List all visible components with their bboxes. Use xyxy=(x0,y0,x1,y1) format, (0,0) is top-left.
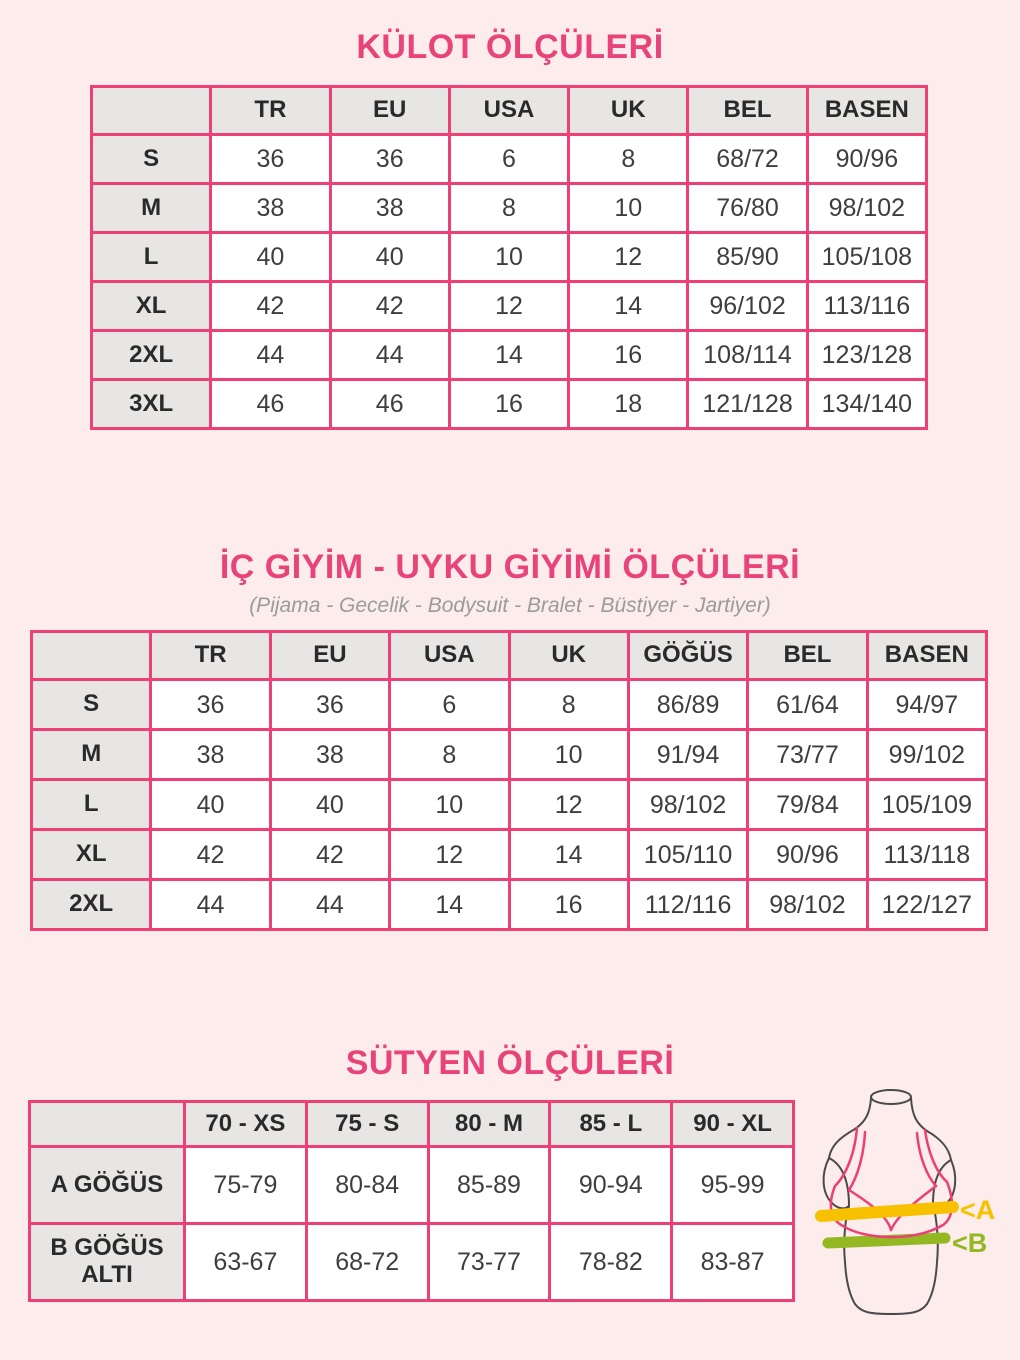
table-row xyxy=(92,233,927,282)
size-value-cell: 108/114 xyxy=(688,331,807,380)
row-label: M xyxy=(32,730,151,780)
row-label: S xyxy=(32,680,151,730)
size-value-cell: 38 xyxy=(211,184,330,233)
column-header: BASEN xyxy=(867,632,986,680)
size-value-cell: 14 xyxy=(569,282,688,331)
corner-cell xyxy=(32,632,151,680)
size-value-cell: 105/108 xyxy=(807,233,926,282)
column-header: 75 - S xyxy=(306,1102,428,1147)
size-value-cell: 44 xyxy=(270,880,389,930)
size-value-cell: 123/128 xyxy=(807,331,926,380)
size-value-cell: 98/102 xyxy=(748,880,867,930)
size-value-cell: 99/102 xyxy=(867,730,986,780)
header-row xyxy=(30,1102,794,1147)
size-value-cell: 122/127 xyxy=(867,880,986,930)
size-value-cell: 113/116 xyxy=(807,282,926,331)
column-header: 90 - XL xyxy=(672,1102,794,1147)
size-value-cell: 134/140 xyxy=(807,380,926,429)
sutyen-section-title: SÜTYEN ÖLÇÜLERİ xyxy=(345,1044,675,1082)
size-value-cell: 46 xyxy=(330,380,449,429)
size-value-cell: 10 xyxy=(509,730,628,780)
size-value-cell: 10 xyxy=(449,233,568,282)
size-value-cell: 36 xyxy=(270,680,389,730)
column-header: TR xyxy=(211,87,330,135)
column-header: USA xyxy=(390,632,509,680)
table-row xyxy=(92,282,927,331)
size-value-cell: 85-89 xyxy=(428,1147,550,1224)
mannequin-torso-outline xyxy=(824,1090,956,1314)
size-value-cell: 113/118 xyxy=(867,830,986,880)
table-row xyxy=(92,380,927,429)
size-value-cell: 16 xyxy=(569,331,688,380)
row-label: 3XL xyxy=(92,380,211,429)
column-header: UK xyxy=(509,632,628,680)
size-value-cell: 40 xyxy=(330,233,449,282)
row-label: 2XL xyxy=(92,331,211,380)
size-value-cell: 85/90 xyxy=(688,233,807,282)
column-header: EU xyxy=(330,87,449,135)
ic-giyim-section-subtitle: (Pijama - Gecelik - Bodysuit - Bralet - Büstiyer - Jartiyer) xyxy=(249,594,771,617)
size-value-cell: 38 xyxy=(330,184,449,233)
size-value-cell: 10 xyxy=(390,780,509,830)
size-value-cell: 98/102 xyxy=(807,184,926,233)
size-value-cell: 12 xyxy=(449,282,568,331)
table-row xyxy=(92,135,927,184)
column-header: EU xyxy=(270,632,389,680)
ic-giyim-size-table xyxy=(30,630,988,931)
size-value-cell: 6 xyxy=(449,135,568,184)
underbust-label-b: <B xyxy=(952,1228,988,1258)
size-value-cell: 98/102 xyxy=(628,780,747,830)
size-value-cell: 73-77 xyxy=(428,1224,550,1301)
size-value-cell: 38 xyxy=(270,730,389,780)
size-value-cell: 83-87 xyxy=(672,1224,794,1301)
kulot-size-table xyxy=(90,85,928,430)
header-row xyxy=(32,632,987,680)
size-value-cell: 44 xyxy=(330,331,449,380)
bra-measurement-diagram xyxy=(795,1082,1015,1322)
size-value-cell: 40 xyxy=(151,780,270,830)
table-row xyxy=(32,730,987,780)
row-label: S xyxy=(92,135,211,184)
size-value-cell: 42 xyxy=(270,830,389,880)
size-value-cell: 14 xyxy=(509,830,628,880)
row-label: XL xyxy=(32,830,151,880)
column-header: BASEN xyxy=(807,87,926,135)
size-value-cell: 61/64 xyxy=(748,680,867,730)
size-value-cell: 40 xyxy=(211,233,330,282)
row-label: XL xyxy=(92,282,211,331)
header-row xyxy=(92,87,927,135)
size-value-cell: 8 xyxy=(509,680,628,730)
size-value-cell: 68-72 xyxy=(306,1224,428,1301)
size-value-cell: 76/80 xyxy=(688,184,807,233)
size-value-cell: 90/96 xyxy=(807,135,926,184)
row-label: B GÖĞÜS ALTI xyxy=(30,1224,185,1301)
bust-label-a: <A xyxy=(960,1195,996,1225)
size-value-cell: 38 xyxy=(151,730,270,780)
size-value-cell: 86/89 xyxy=(628,680,747,730)
size-value-cell: 6 xyxy=(390,680,509,730)
size-value-cell: 42 xyxy=(330,282,449,331)
size-value-cell: 36 xyxy=(330,135,449,184)
row-label: A GÖĞÜS xyxy=(30,1147,185,1224)
table-row xyxy=(30,1224,794,1301)
size-value-cell: 14 xyxy=(449,331,568,380)
column-header: UK xyxy=(569,87,688,135)
size-value-cell: 79/84 xyxy=(748,780,867,830)
size-value-cell: 40 xyxy=(270,780,389,830)
table-row xyxy=(32,680,987,730)
underbust-line-b xyxy=(828,1238,945,1243)
size-value-cell: 16 xyxy=(449,380,568,429)
size-value-cell: 12 xyxy=(390,830,509,880)
size-value-cell: 14 xyxy=(390,880,509,930)
size-value-cell: 18 xyxy=(569,380,688,429)
size-value-cell: 91/94 xyxy=(628,730,747,780)
size-value-cell: 42 xyxy=(151,830,270,880)
size-value-cell: 75-79 xyxy=(185,1147,307,1224)
size-value-cell: 10 xyxy=(569,184,688,233)
size-value-cell: 44 xyxy=(211,331,330,380)
size-value-cell: 36 xyxy=(151,680,270,730)
table-row xyxy=(32,830,987,880)
table-row xyxy=(32,880,987,930)
size-value-cell: 78-82 xyxy=(550,1224,672,1301)
table-row xyxy=(92,184,927,233)
column-header: 70 - XS xyxy=(185,1102,307,1147)
size-value-cell: 95-99 xyxy=(672,1147,794,1224)
size-value-cell: 68/72 xyxy=(688,135,807,184)
row-label: 2XL xyxy=(32,880,151,930)
size-value-cell: 105/110 xyxy=(628,830,747,880)
size-value-cell: 16 xyxy=(509,880,628,930)
size-value-cell: 121/128 xyxy=(688,380,807,429)
size-value-cell: 94/97 xyxy=(867,680,986,730)
size-value-cell: 80-84 xyxy=(306,1147,428,1224)
row-label: L xyxy=(32,780,151,830)
size-value-cell: 36 xyxy=(211,135,330,184)
size-value-cell: 8 xyxy=(449,184,568,233)
size-value-cell: 12 xyxy=(569,233,688,282)
size-value-cell: 8 xyxy=(569,135,688,184)
column-header: USA xyxy=(449,87,568,135)
size-value-cell: 42 xyxy=(211,282,330,331)
column-header: TR xyxy=(151,632,270,680)
size-value-cell: 73/77 xyxy=(748,730,867,780)
column-header: BEL xyxy=(748,632,867,680)
column-header: 85 - L xyxy=(550,1102,672,1147)
ic-giyim-section-title: İÇ GİYİM - UYKU GİYİMİ ÖLÇÜLERİ xyxy=(219,548,801,586)
column-header: GÖĞÜS xyxy=(628,632,747,680)
sutyen-size-table xyxy=(28,1100,795,1302)
size-value-cell: 105/109 xyxy=(867,780,986,830)
size-value-cell: 112/116 xyxy=(628,880,747,930)
size-value-cell: 63-67 xyxy=(185,1224,307,1301)
size-value-cell: 44 xyxy=(151,880,270,930)
column-header: BEL xyxy=(688,87,807,135)
row-label: L xyxy=(92,233,211,282)
table-row xyxy=(32,780,987,830)
column-header: 80 - M xyxy=(428,1102,550,1147)
corner-cell xyxy=(92,87,211,135)
corner-cell xyxy=(30,1102,185,1147)
size-value-cell: 46 xyxy=(211,380,330,429)
size-value-cell: 8 xyxy=(390,730,509,780)
table-row xyxy=(30,1147,794,1224)
table-row xyxy=(92,331,927,380)
size-value-cell: 90/96 xyxy=(748,830,867,880)
size-value-cell: 12 xyxy=(509,780,628,830)
size-value-cell: 90-94 xyxy=(550,1147,672,1224)
kulot-section-title: KÜLOT ÖLÇÜLERİ xyxy=(356,28,664,66)
row-label: M xyxy=(92,184,211,233)
size-value-cell: 96/102 xyxy=(688,282,807,331)
